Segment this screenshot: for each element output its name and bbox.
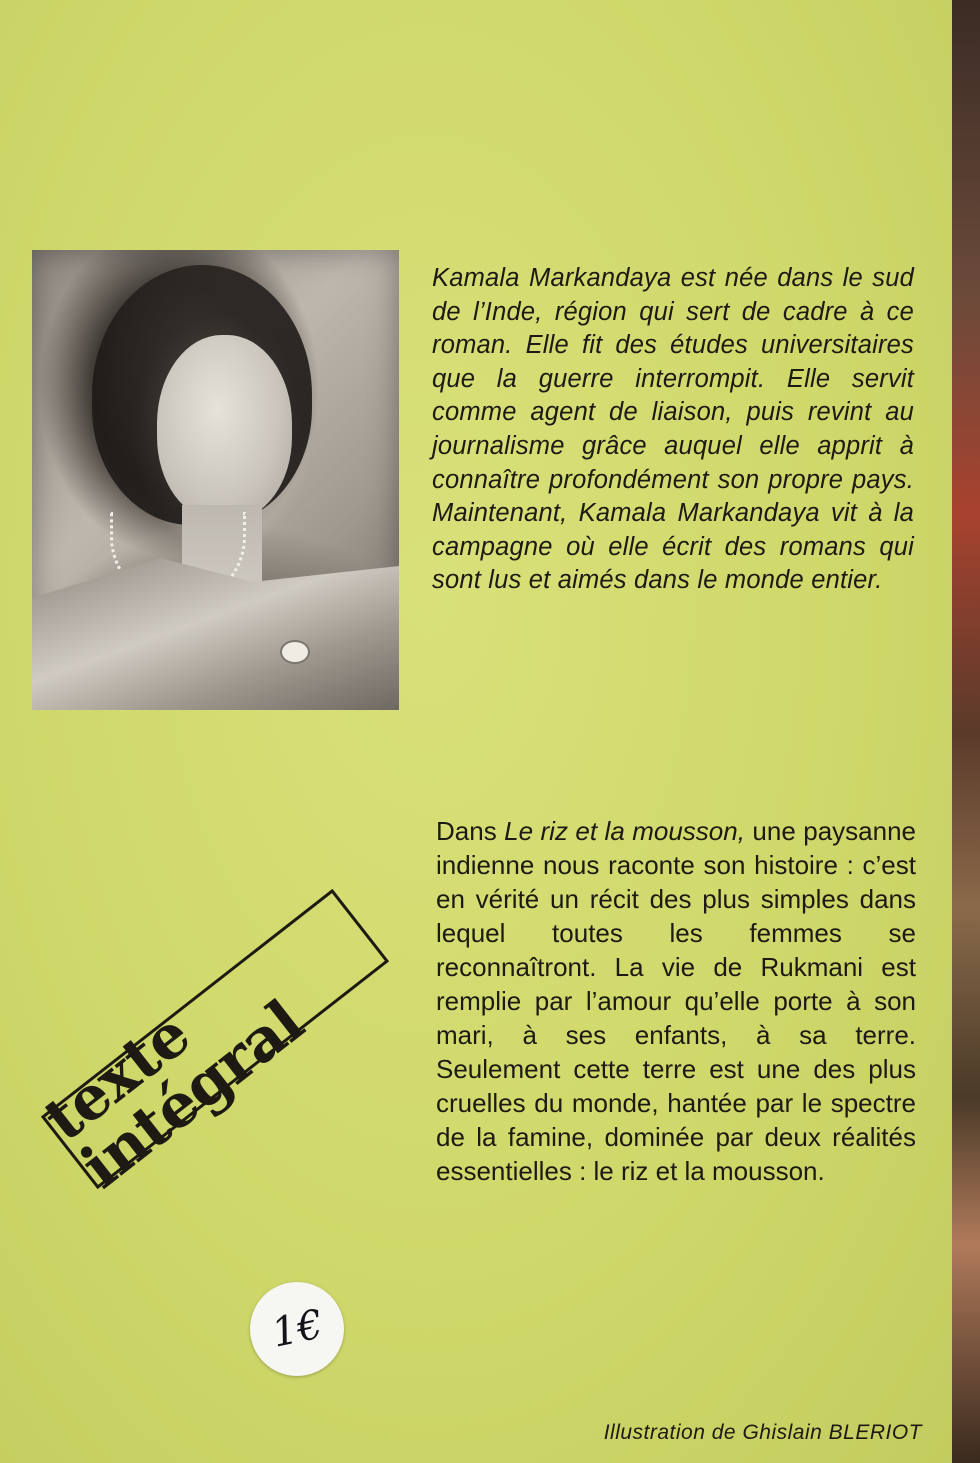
portrait-face: [157, 335, 292, 520]
portrait-brooch: [280, 640, 310, 664]
stamp-label: texte intégral: [31, 987, 317, 1203]
summary-lead: Dans: [436, 816, 497, 846]
book-summary: [436, 814, 916, 1188]
author-bio: Kamala Markandaya est née dans le sud de l’Inde, région qui sert de cadre à ce roman. Elle fit des études universitaires que la guerre interrompit. Elle servit comme agent de liaison, puis revint au journalisme grâce auquel elle apprit à connaître profondément son propre pays. Maintenant, Kamala Markandaya vit à la campagne où elle écrit des romans qui sont lus et aimés dans le monde entier.: [432, 264, 914, 595]
summary-text: une paysanne indienne nous raconte son histoire : c’est en vérité un récit des plus simples dans lequel toutes les femmes se reconnaîtront. La vie de Rukmani est remplie par l’amour qu’elle porte à son mari, à ses enfants, à sa terre. Seulement cette terre est une des plus cruelles du monde, hantée par le spectre de la famine, dominée par deux réalités essentielles : le riz et la mousson.: [436, 816, 916, 1186]
summary-book-title: Le riz et la mousson,: [504, 816, 745, 846]
author-portrait-photo: [32, 250, 399, 710]
price-label: 1€: [267, 1301, 327, 1357]
texte-integral-stamp: [31, 889, 389, 1203]
book-edge: [952, 0, 980, 1463]
illustration-credit: Illustration de Ghislain BLERIOT: [603, 1421, 922, 1444]
price-sticker: [250, 1282, 344, 1376]
portrait-shawl: [32, 550, 399, 710]
